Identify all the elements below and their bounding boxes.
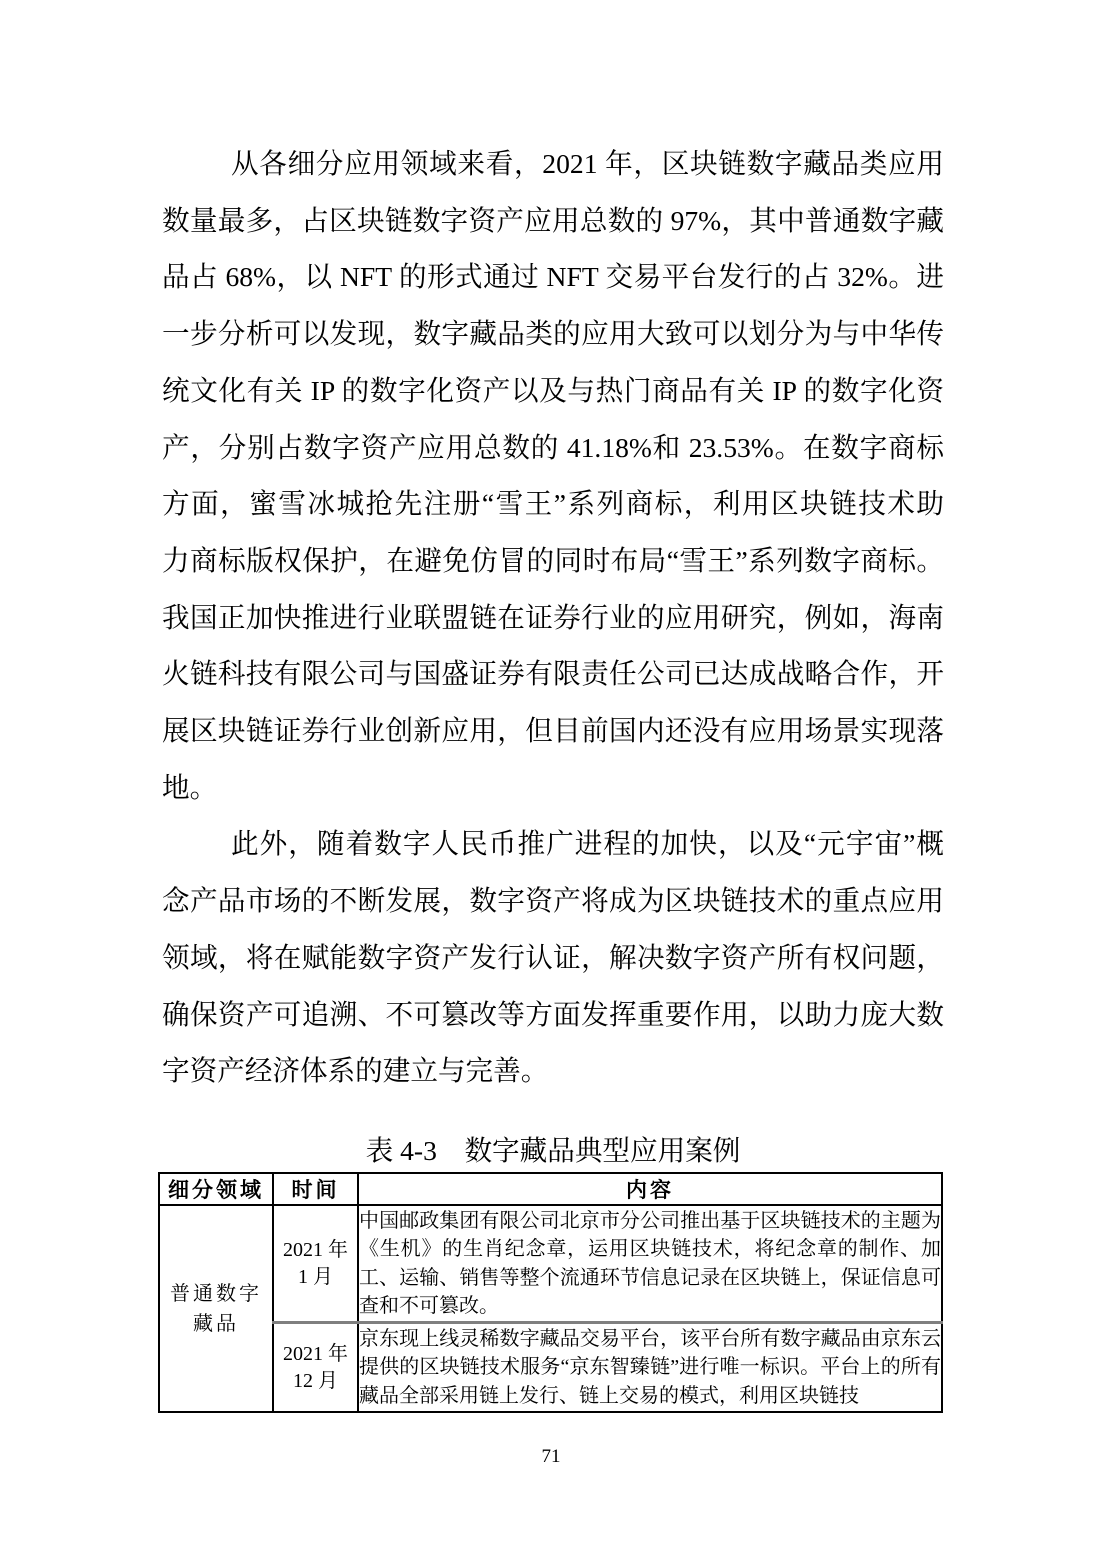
header-content: 内容	[358, 1173, 942, 1205]
table-row	[159, 1323, 942, 1413]
body-line: 产，分别占数字资产应用总数的 41.18%和 23.53%。在数字商标	[162, 431, 944, 463]
body-line: 品占 68%，以 NFT 的形式通过 NFT 交易平台发行的占 32%。进	[162, 261, 944, 293]
category-cell	[159, 1205, 273, 1412]
body-line: 念产品市场的不断发展，数字资产将成为区块链技术的重点应用	[162, 885, 944, 917]
content-cell: 中国邮政集团有限公司北京市分公司推出基于区块链技术的主题为《生机》的生肖纪念章，运用区块链技术，将纪念章的制作、加工、运输、销售等整个流通环节信息记录在区块链上，保证信息可查和不可篡改。	[358, 1205, 942, 1323]
body-line: 统文化有关 IP 的数字化资产以及与热门商品有关 IP 的数字化资	[162, 374, 944, 406]
header-category: 细分领域	[159, 1173, 273, 1205]
body-line: 此外，随着数字人民币推广进程的加快，以及“元宇宙”概	[231, 828, 944, 860]
cell-line: 1 月	[298, 1265, 333, 1288]
paragraph-2	[162, 816, 944, 1100]
body-line: 一步分析可以发现，数字藏品类的应用大致可以划分为与中华传	[162, 318, 944, 350]
cell-line: 2021 年	[283, 1238, 348, 1261]
table-title: 表 4-3 数字藏品典型应用案例	[365, 1135, 741, 1166]
body-line: 字资产经济体系的建立与完善。	[162, 1055, 549, 1087]
time-cell	[273, 1205, 358, 1323]
body-line: 我国正加快推进行业联盟链在证券行业的应用研究，例如，海南	[162, 601, 944, 633]
application-table	[158, 1172, 943, 1413]
body-line: 地。	[162, 771, 218, 803]
table-header-row	[159, 1173, 942, 1205]
body-line: 数量最多，占区块链数字资产应用总数的 97%，其中普通数字藏	[162, 204, 944, 236]
body-line: 方面，蜜雪冰城抢先注册“雪王”系列商标，利用区块链技术助	[162, 488, 944, 520]
body-line: 从各细分应用领域来看，2021 年，区块链数字藏品类应用	[231, 148, 944, 179]
body-line: 展区块链证券行业创新应用，但目前国内还没有应用场景实现落	[162, 715, 944, 747]
page-number: 71	[541, 1446, 561, 1467]
body-line: 火链科技有限公司与国盛证券有限责任公司已达成战略合作，开	[162, 658, 944, 690]
time-cell	[273, 1323, 358, 1413]
table-row	[159, 1205, 942, 1323]
cell-line: 12 月	[293, 1369, 338, 1392]
content-cell: 京东现上线灵稀数字藏品交易平台，该平台所有数字藏品由京东云提供的区块链技术服务“京东智臻链”进行唯一标识。平台上的所有藏品全部采用链上发行、链上交易的模式，利用区块链技	[358, 1323, 942, 1413]
cell-line: 2021 年	[283, 1342, 348, 1365]
cell-line: 普通数字	[170, 1282, 262, 1305]
body-text	[162, 136, 944, 1100]
paragraph-1	[162, 136, 944, 816]
cell-line: 藏品	[193, 1312, 239, 1335]
body-line: 力商标版权保护，在避免仿冒的同时布局“雪王”系列数字商标。	[162, 544, 944, 576]
header-time: 时间	[273, 1173, 358, 1205]
body-line: 确保资产可追溯、不可篡改等方面发挥重要作用，以助力庞大数	[162, 998, 944, 1030]
body-line: 领域，将在赋能数字资产发行认证，解决数字资产所有权问题，	[162, 941, 944, 973]
